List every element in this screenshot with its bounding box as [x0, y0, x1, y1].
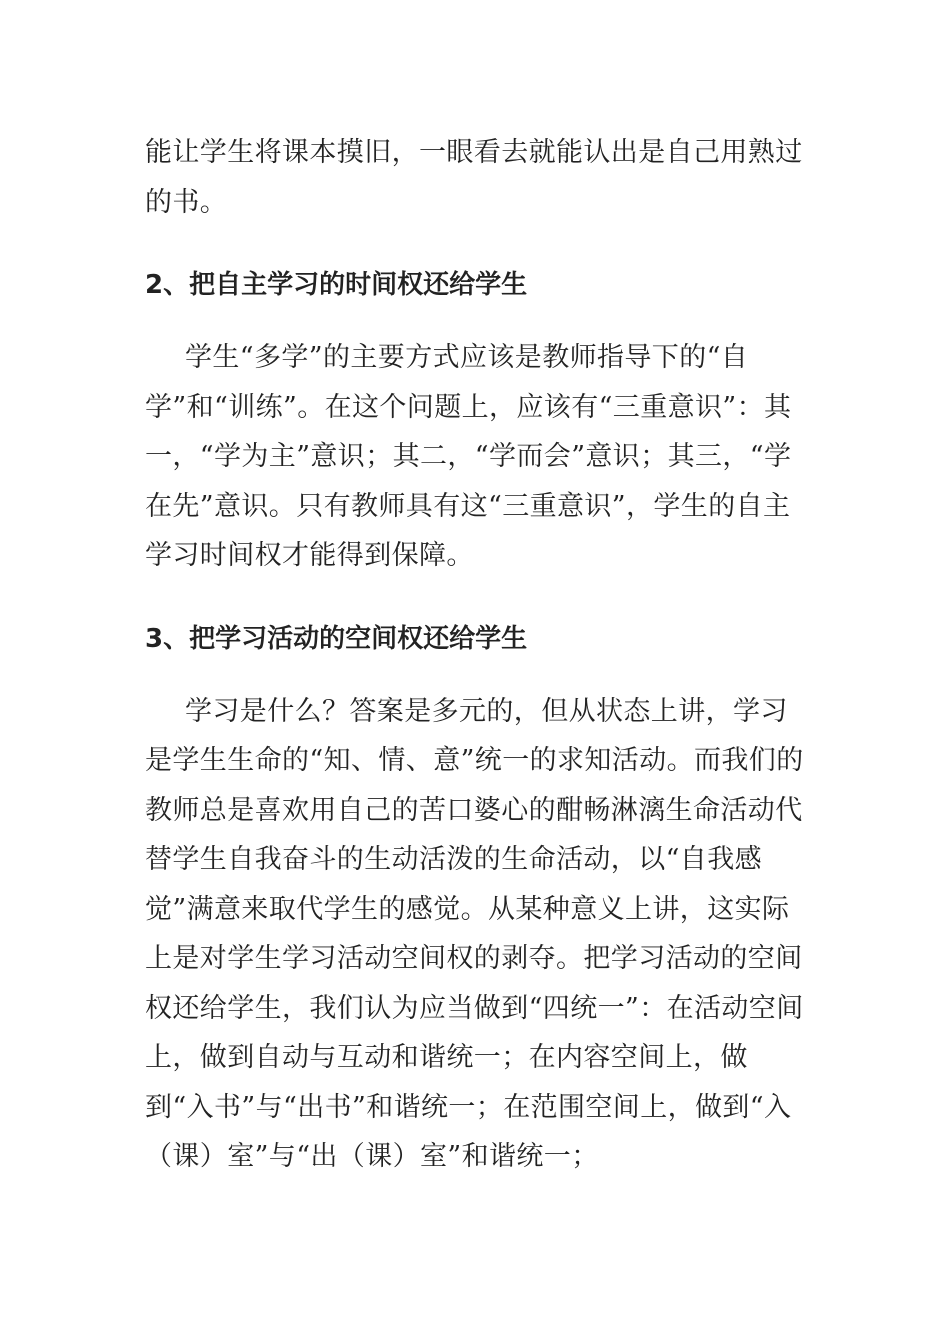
paragraph-time-rights: 学生“多学”的主要方式应该是教师指导下的“自学”和“训练”。在这个问题上，应该有“三重意识”：其一，“学为主”意识；其二，“学而会”意识；其三，“学在先”意识。只有教师具有这“三重意识”，学生的自主学习时间权才能得到保障。 [145, 342, 792, 571]
section-heading-3: 3、把学习活动的空间权还给学生 [145, 623, 528, 654]
document-body [145, 128, 815, 1182]
paragraph-space-rights: 学习是什么？答案是多元的，但从状态上讲，学习是学生生命的“知、情、意”统一的求知活动。而我们的教师总是喜欢用自己的苦口婆心的酣畅淋漓生命活动代替学生自我奋斗的生动活泼的生命活动，以“自我感觉”满意来取代学生的感觉。从某种意义上讲，这实际上是对学生学习活动空间权的剥夺。把学习活动的空间权还给学生，我们认为应当做到“四统一”：在活动空间上，做到自动与互动和谐统一；在内容空间上，做到“入书”与“出书”和谐统一；在范围空间上，做到“入（课）室”与“出（课）室”和谐统一； [145, 695, 804, 1172]
section-heading-2: 2、把自主学习的时间权还给学生 [145, 270, 528, 300]
paragraph-continuation: 能让学生将课本摸旧，一眼看去就能认出是自己用熟过的书。 [145, 137, 803, 218]
